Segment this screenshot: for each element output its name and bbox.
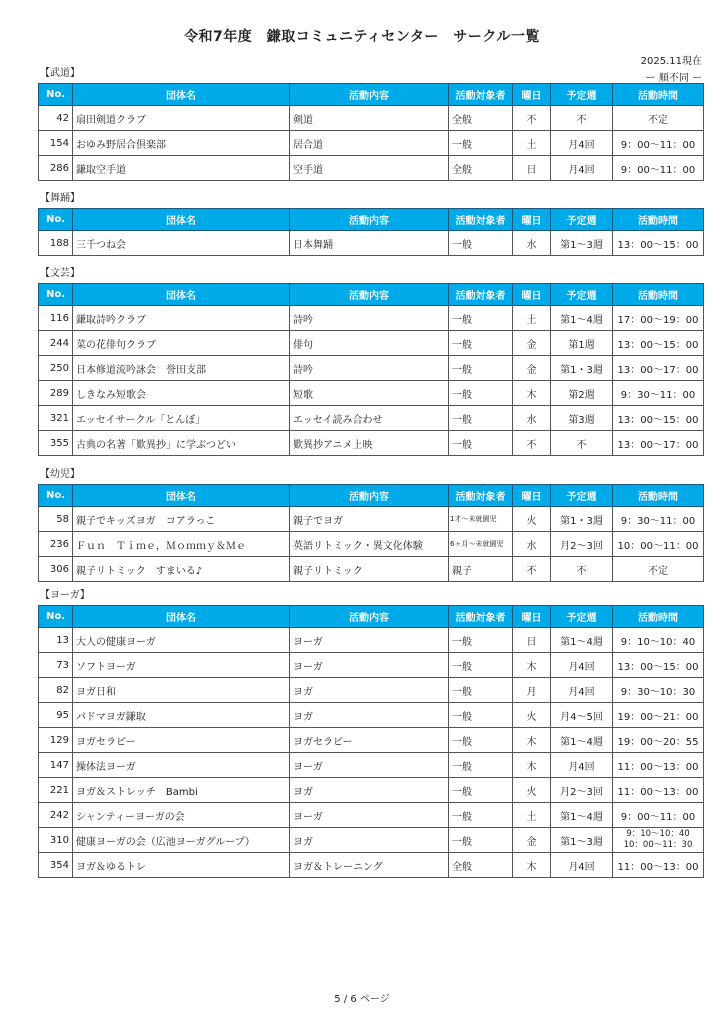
table-row: [39, 532, 704, 557]
table-header-row: [39, 606, 704, 628]
cell-target: 一般: [449, 628, 513, 653]
column-header-time: 活動時間: [613, 485, 704, 507]
cell-no: 250: [39, 356, 73, 381]
cell-name: パドマヨガ鎌取: [73, 703, 290, 728]
cell-time: 13：00～15：00: [613, 331, 704, 356]
cell-time: 9：10～10：40: [613, 628, 704, 653]
column-header-activity: 活動内容: [290, 606, 449, 628]
cell-no: 147: [39, 753, 73, 778]
cell-weekday: 木: [513, 728, 551, 753]
column-header-schedule: 予定週: [551, 284, 613, 306]
cell-time: 19：00～20：55: [613, 728, 704, 753]
cell-name: 日本修道流吟詠会 誉田支部: [73, 356, 290, 381]
cell-time: 13：00～15：00: [613, 406, 704, 431]
cell-time: 11：00～13：00: [613, 778, 704, 803]
table-row: [39, 381, 704, 406]
cell-name: 健康ヨーガの会（広池ヨーガグループ）: [73, 828, 290, 853]
cell-target: 一般: [449, 306, 513, 331]
cell-name: 三千つね会: [73, 231, 290, 256]
cell-activity: ヨーガ: [290, 803, 449, 828]
table-row: [39, 507, 704, 532]
cell-no: 13: [39, 628, 73, 653]
column-header-activity: 活動内容: [290, 284, 449, 306]
column-header-schedule: 予定週: [551, 209, 613, 231]
cell-activity: ヨガ: [290, 828, 449, 853]
cell-time: 11：00～13：00: [613, 853, 704, 878]
section-bungei: [38, 268, 703, 456]
cell-activity: ヨガ: [290, 678, 449, 703]
cell-activity: 詩吟: [290, 356, 449, 381]
cell-schedule: 月2～3回: [551, 778, 613, 803]
cell-weekday: 日: [513, 156, 551, 181]
cell-schedule: 月4回: [551, 678, 613, 703]
cell-schedule: 月4回: [551, 753, 613, 778]
section-label: 【ヨーガ】: [40, 590, 90, 601]
cell-name: ヨガセラピー: [73, 728, 290, 753]
column-header-activity: 活動内容: [290, 84, 449, 106]
cell-time: 9：00～11：00: [613, 156, 704, 181]
cell-target: 一般: [449, 431, 513, 456]
cell-time: 9：00～11：00: [613, 131, 704, 156]
cell-weekday: 日: [513, 628, 551, 653]
table-row: [39, 331, 704, 356]
cell-target: 一般: [449, 728, 513, 753]
cell-time: 不定: [613, 106, 704, 131]
column-header-weekday: 曜日: [513, 485, 551, 507]
circle-table: [38, 83, 704, 181]
cell-no: 286: [39, 156, 73, 181]
column-header-no: No.: [39, 485, 73, 507]
cell-schedule: 第1～4週: [551, 628, 613, 653]
cell-name: 操体法ヨーガ: [73, 753, 290, 778]
cell-target: 一般: [449, 131, 513, 156]
cell-no: 73: [39, 653, 73, 678]
circle-table: [38, 484, 704, 582]
page-number: 5 / 6 ページ: [334, 994, 390, 1005]
cell-name: ヨガ＆ゆるトレ: [73, 853, 290, 878]
table-row: [39, 406, 704, 431]
cell-schedule: 第1週: [551, 331, 613, 356]
cell-target: 一般: [449, 356, 513, 381]
cell-time: 19：00～21：00: [613, 703, 704, 728]
column-header-name: 団体名: [73, 485, 290, 507]
cell-schedule: 第1～4週: [551, 728, 613, 753]
cell-activity: 俳句: [290, 331, 449, 356]
cell-activity: 剣道: [290, 106, 449, 131]
table-row: [39, 853, 704, 878]
column-header-name: 団体名: [73, 284, 290, 306]
cell-activity: 空手道: [290, 156, 449, 181]
table-row: [39, 653, 704, 678]
cell-no: 354: [39, 853, 73, 878]
as-of-date: 2025.11現在: [640, 56, 702, 67]
table-row: [39, 306, 704, 331]
cell-activity: 親子でヨガ: [290, 507, 449, 532]
cell-no: 244: [39, 331, 73, 356]
cell-no: 236: [39, 532, 73, 557]
cell-schedule: 月2～3回: [551, 532, 613, 557]
cell-target: 6ヶ月～未就園児: [449, 532, 513, 557]
cell-time: 13：00～17：00: [613, 431, 704, 456]
table-row: [39, 678, 704, 703]
cell-no: 58: [39, 507, 73, 532]
order-note: ー 順不同 ー: [645, 73, 702, 84]
cell-name: ヨガ＆ストレッチ Bambi: [73, 778, 290, 803]
cell-activity: ヨガ: [290, 703, 449, 728]
cell-activity: ヨガ＆トレーニング: [290, 853, 449, 878]
cell-no: 129: [39, 728, 73, 753]
table-row: [39, 106, 704, 131]
cell-name: 親子でキッズヨガ コアラっこ: [73, 507, 290, 532]
section-label: 【武道】: [40, 68, 80, 79]
table-row: [39, 828, 704, 853]
table-row: [39, 356, 704, 381]
cell-target: 一般: [449, 753, 513, 778]
cell-schedule: 第1・3週: [551, 356, 613, 381]
cell-name: おゆみ野居合倶楽部: [73, 131, 290, 156]
cell-weekday: 木: [513, 853, 551, 878]
cell-schedule: 第1・3週: [551, 507, 613, 532]
cell-time: 13：00～17：00: [613, 356, 704, 381]
column-header-no: No.: [39, 84, 73, 106]
section-label: 【舞踊】: [40, 193, 80, 204]
cell-time: 不定: [613, 557, 704, 582]
table-row: [39, 131, 704, 156]
table-row: [39, 231, 704, 256]
table-header-row: [39, 284, 704, 306]
column-header-time: 活動時間: [613, 84, 704, 106]
cell-weekday: 土: [513, 306, 551, 331]
column-header-activity: 活動内容: [290, 209, 449, 231]
cell-activity: 居合道: [290, 131, 449, 156]
cell-activity: 短歌: [290, 381, 449, 406]
cell-activity: 英語リトミック・異文化体験: [290, 532, 449, 557]
cell-name: Ｆｕｎ Ｔｉｍｅ，Ｍｏｍｍｙ＆Ｍｅ: [73, 532, 290, 557]
cell-weekday: 火: [513, 778, 551, 803]
column-header-weekday: 曜日: [513, 84, 551, 106]
cell-target: 全般: [449, 853, 513, 878]
column-header-target: 活動対象者: [449, 485, 513, 507]
cell-schedule: 月4回: [551, 131, 613, 156]
table-row: [39, 628, 704, 653]
cell-activity: ヨーガ: [290, 653, 449, 678]
cell-target: 全般: [449, 106, 513, 131]
cell-target: 一般: [449, 828, 513, 853]
column-header-time: 活動時間: [613, 209, 704, 231]
cell-weekday: 火: [513, 703, 551, 728]
table-row: [39, 703, 704, 728]
cell-target: 一般: [449, 331, 513, 356]
cell-target: 一般: [449, 803, 513, 828]
cell-activity: 詩吟: [290, 306, 449, 331]
column-header-activity: 活動内容: [290, 485, 449, 507]
cell-no: 188: [39, 231, 73, 256]
cell-time: 9：30～10：30: [613, 678, 704, 703]
cell-name: 古典の名著「歎異抄」に学ぶつどい: [73, 431, 290, 456]
cell-name: 菜の花俳句クラブ: [73, 331, 290, 356]
cell-no: 242: [39, 803, 73, 828]
cell-name: シャンティーヨーガの会: [73, 803, 290, 828]
column-header-no: No.: [39, 209, 73, 231]
cell-weekday: 金: [513, 828, 551, 853]
cell-time: 13：00～15：00: [613, 231, 704, 256]
table-row: [39, 728, 704, 753]
column-header-schedule: 予定週: [551, 84, 613, 106]
cell-no: 154: [39, 131, 73, 156]
section-yoji: [38, 469, 703, 582]
table-row: [39, 753, 704, 778]
cell-activity: ヨーガ: [290, 753, 449, 778]
cell-target: 1才～未就園児: [449, 507, 513, 532]
cell-target: 親子: [449, 557, 513, 582]
cell-weekday: 不: [513, 106, 551, 131]
cell-no: 355: [39, 431, 73, 456]
column-header-time: 活動時間: [613, 606, 704, 628]
cell-activity: 親子リトミック: [290, 557, 449, 582]
cell-target: 一般: [449, 381, 513, 406]
cell-no: 82: [39, 678, 73, 703]
cell-schedule: 第1～4週: [551, 306, 613, 331]
cell-activity: ヨーガ: [290, 628, 449, 653]
column-header-target: 活動対象者: [449, 209, 513, 231]
cell-name: ヨガ日和: [73, 678, 290, 703]
column-header-no: No.: [39, 284, 73, 306]
table-row: [39, 778, 704, 803]
cell-schedule: 月4回: [551, 653, 613, 678]
section-label: 【文芸】: [40, 268, 80, 279]
section-budo: [38, 68, 703, 181]
cell-schedule: 不: [551, 106, 613, 131]
cell-no: 310: [39, 828, 73, 853]
section-yoga: [38, 590, 703, 878]
column-header-weekday: 曜日: [513, 606, 551, 628]
cell-name: しきなみ短歌会: [73, 381, 290, 406]
column-header-target: 活動対象者: [449, 284, 513, 306]
cell-weekday: 不: [513, 431, 551, 456]
table-header-row: [39, 209, 704, 231]
cell-time: 9：10～10：40 10：00～11：30: [613, 828, 704, 853]
cell-weekday: 木: [513, 381, 551, 406]
cell-name: 鎌取空手道: [73, 156, 290, 181]
cell-target: 一般: [449, 653, 513, 678]
column-header-schedule: 予定週: [551, 485, 613, 507]
table-row: [39, 557, 704, 582]
column-header-no: No.: [39, 606, 73, 628]
cell-name: エッセイサークル「とんぼ」: [73, 406, 290, 431]
cell-schedule: 月4～5回: [551, 703, 613, 728]
table-row: [39, 156, 704, 181]
cell-weekday: 水: [513, 406, 551, 431]
cell-weekday: 火: [513, 507, 551, 532]
cell-target: 一般: [449, 231, 513, 256]
circle-table: [38, 605, 704, 878]
cell-activity: 日本舞踊: [290, 231, 449, 256]
cell-weekday: 金: [513, 331, 551, 356]
cell-name: 大人の健康ヨーガ: [73, 628, 290, 653]
cell-target: 一般: [449, 406, 513, 431]
cell-activity: ヨガ: [290, 778, 449, 803]
cell-weekday: 月: [513, 678, 551, 703]
cell-name: 親子リトミック すまいる♪: [73, 557, 290, 582]
table-row: [39, 431, 704, 456]
column-header-name: 団体名: [73, 606, 290, 628]
cell-schedule: 第1～4週: [551, 803, 613, 828]
cell-time: 10：00～11：00: [613, 532, 704, 557]
column-header-weekday: 曜日: [513, 209, 551, 231]
column-header-schedule: 予定週: [551, 606, 613, 628]
column-header-weekday: 曜日: [513, 284, 551, 306]
circle-table: [38, 208, 704, 256]
cell-time: 17：00～19：00: [613, 306, 704, 331]
cell-no: 42: [39, 106, 73, 131]
cell-time: 9：30～11：00: [613, 507, 704, 532]
cell-no: 95: [39, 703, 73, 728]
cell-weekday: 土: [513, 131, 551, 156]
cell-target: 一般: [449, 703, 513, 728]
cell-weekday: 木: [513, 753, 551, 778]
circle-table: [38, 283, 704, 456]
cell-schedule: 不: [551, 557, 613, 582]
section-buyo: [38, 193, 703, 256]
cell-no: 221: [39, 778, 73, 803]
section-label: 【幼児】: [40, 469, 80, 480]
column-header-target: 活動対象者: [449, 606, 513, 628]
cell-name: 扇田剣道クラブ: [73, 106, 290, 131]
cell-schedule: 第3週: [551, 406, 613, 431]
cell-weekday: 不: [513, 557, 551, 582]
cell-target: 一般: [449, 778, 513, 803]
cell-name: ソフトヨーガ: [73, 653, 290, 678]
table-header-row: [39, 84, 704, 106]
cell-target: 全般: [449, 156, 513, 181]
cell-time: 9：30～11：00: [613, 381, 704, 406]
cell-weekday: 木: [513, 653, 551, 678]
column-header-time: 活動時間: [613, 284, 704, 306]
cell-time: 13：00～15：00: [613, 653, 704, 678]
cell-no: 289: [39, 381, 73, 406]
cell-schedule: 不: [551, 431, 613, 456]
table-row: [39, 803, 704, 828]
table-header-row: [39, 485, 704, 507]
cell-target: 一般: [449, 678, 513, 703]
cell-name: 鎌取詩吟クラブ: [73, 306, 290, 331]
cell-time: 9：00～11：00: [613, 803, 704, 828]
cell-schedule: 月4回: [551, 156, 613, 181]
cell-schedule: 第2週: [551, 381, 613, 406]
cell-weekday: 水: [513, 231, 551, 256]
column-header-target: 活動対象者: [449, 84, 513, 106]
cell-schedule: 第1～3週: [551, 828, 613, 853]
cell-activity: 歎異抄アニメ上映: [290, 431, 449, 456]
page-title: 令和7年度 鎌取コミュニティセンター サークル一覧: [184, 29, 540, 45]
cell-weekday: 金: [513, 356, 551, 381]
cell-schedule: 月4回: [551, 853, 613, 878]
cell-activity: ヨガセラピー: [290, 728, 449, 753]
cell-schedule: 第1～3週: [551, 231, 613, 256]
cell-time: 11：00～13：00: [613, 753, 704, 778]
cell-no: 321: [39, 406, 73, 431]
column-header-name: 団体名: [73, 84, 290, 106]
cell-no: 116: [39, 306, 73, 331]
cell-weekday: 土: [513, 803, 551, 828]
cell-activity: エッセイ読み合わせ: [290, 406, 449, 431]
cell-weekday: 水: [513, 532, 551, 557]
cell-no: 306: [39, 557, 73, 582]
column-header-name: 団体名: [73, 209, 290, 231]
